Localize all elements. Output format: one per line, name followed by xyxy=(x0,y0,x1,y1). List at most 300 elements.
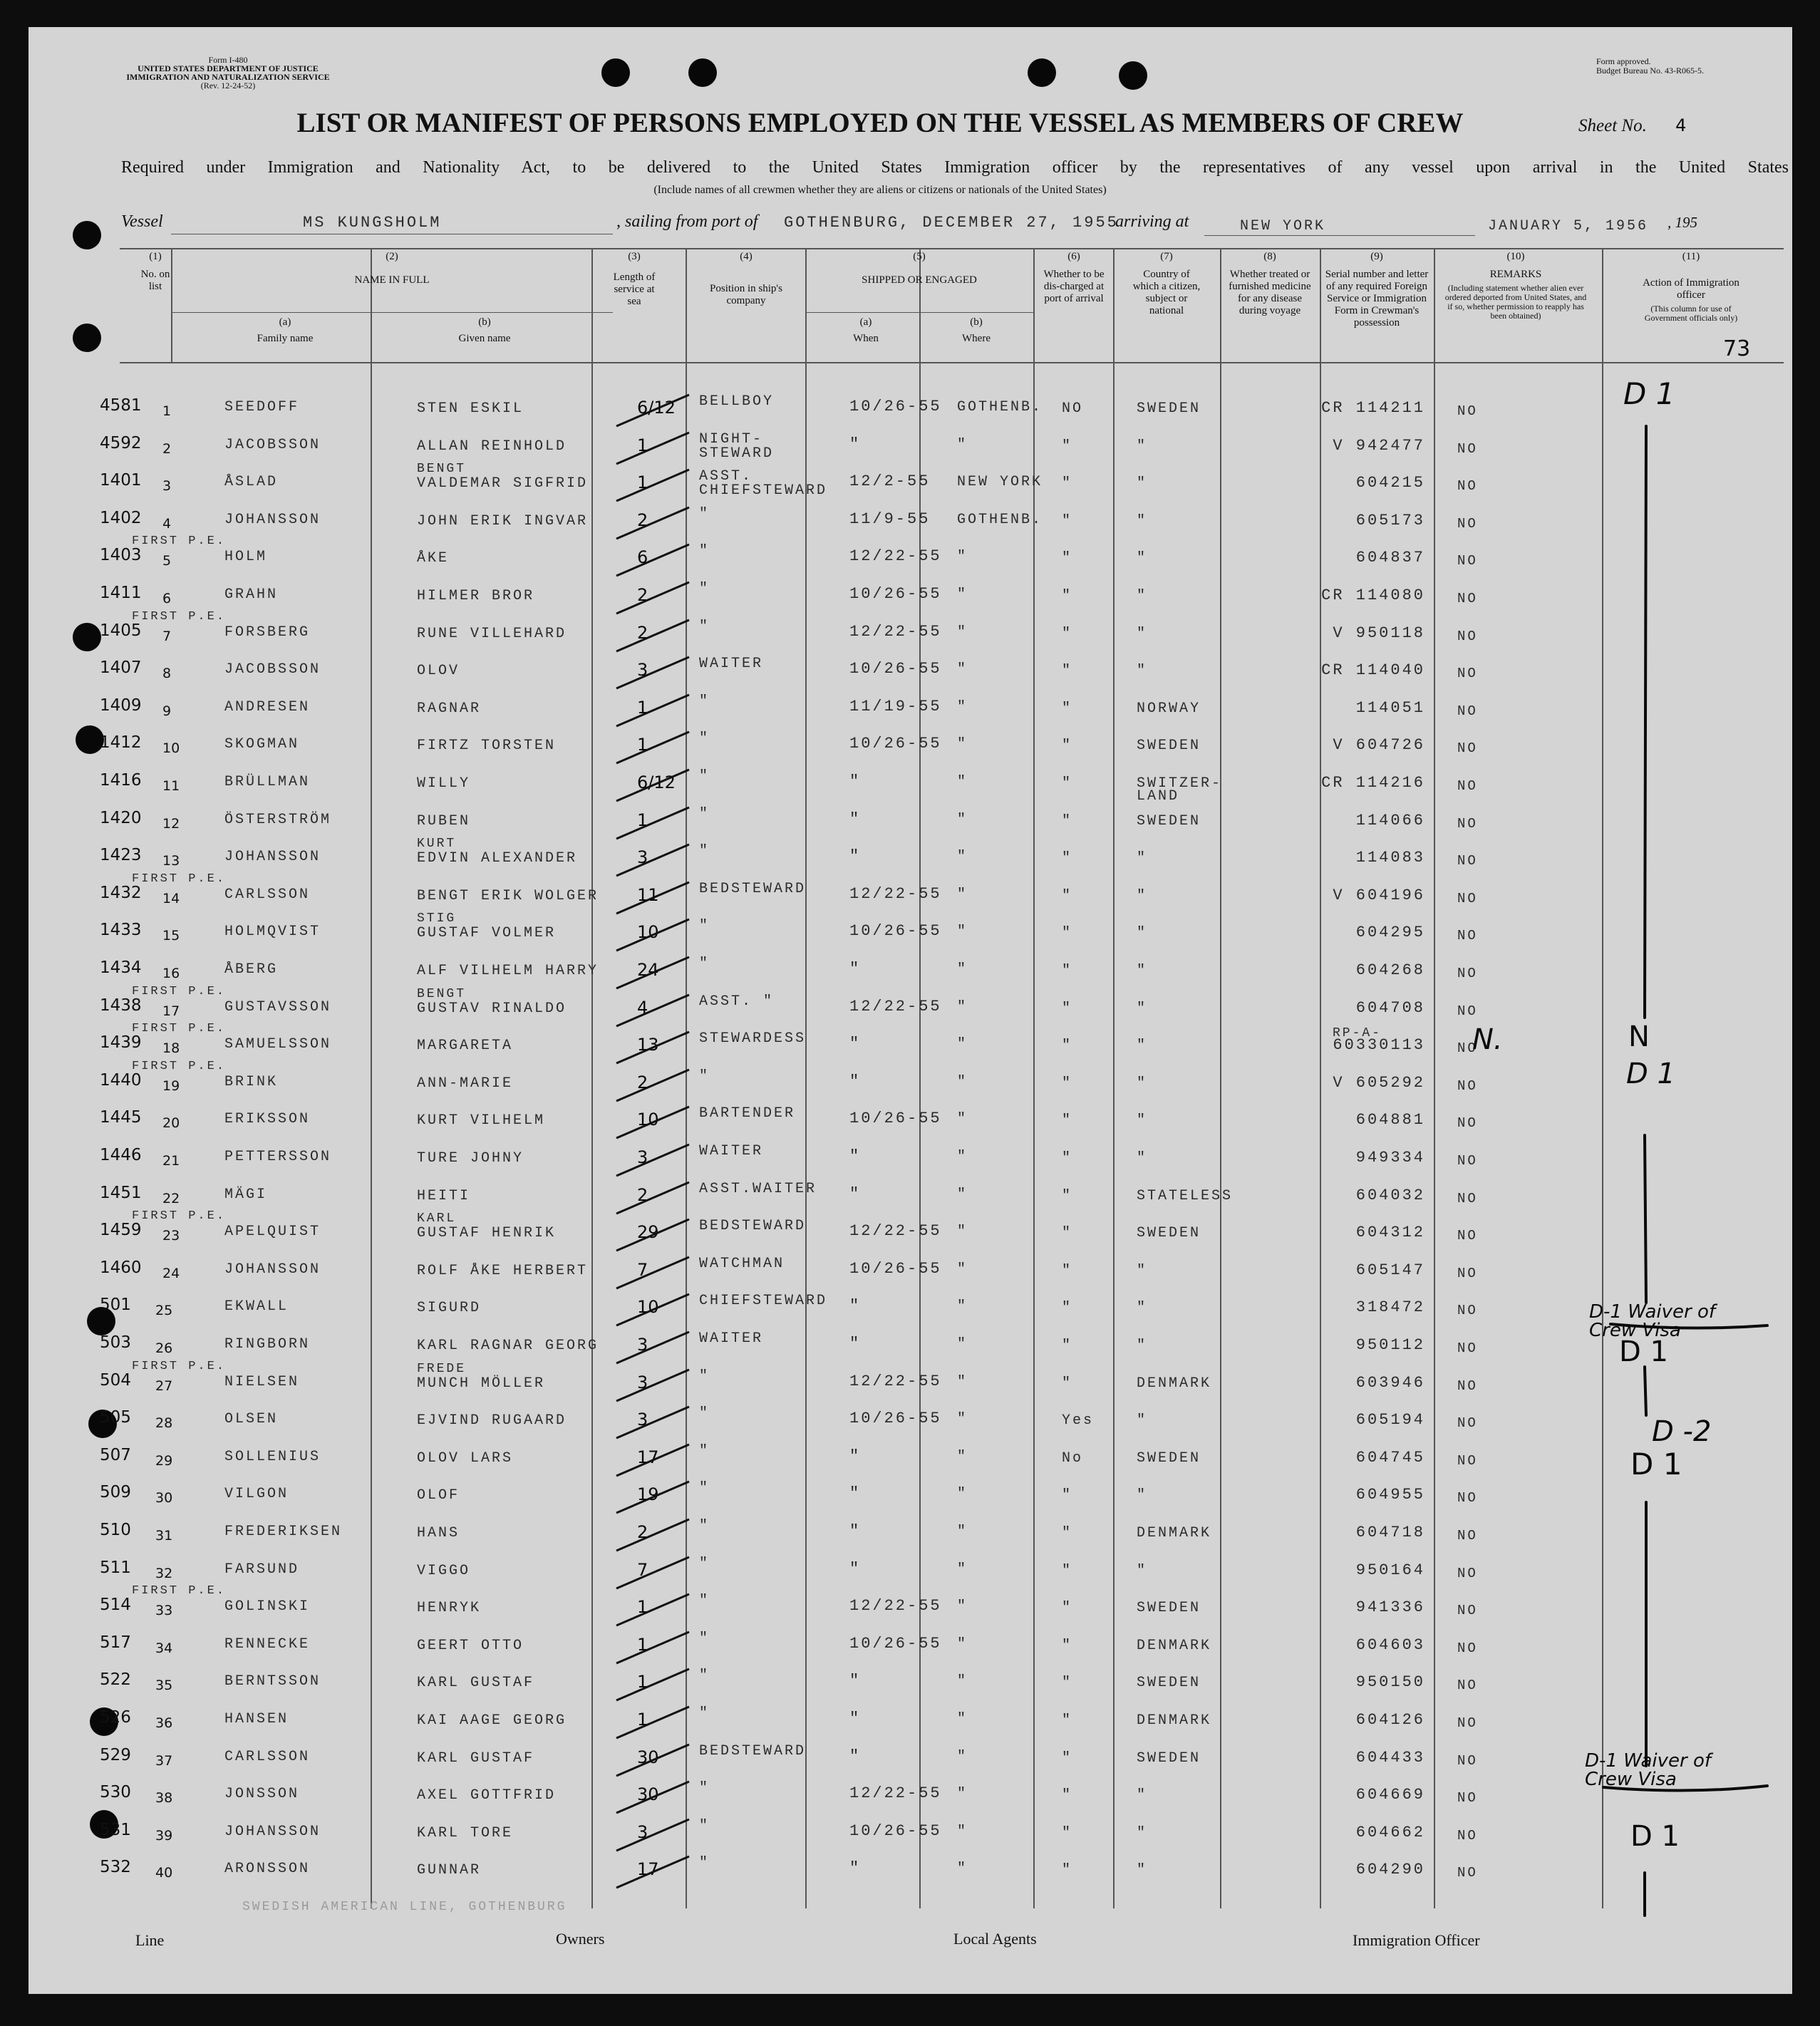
given-name: HANS xyxy=(417,1525,460,1541)
country: DENMARK xyxy=(1137,1525,1212,1541)
discharged: " xyxy=(1062,438,1073,455)
family-name: PETTERSSON xyxy=(224,1149,332,1165)
position: " xyxy=(699,543,710,560)
list-number: 530 xyxy=(100,1783,131,1802)
discharged: " xyxy=(1062,1338,1073,1354)
given-name: RUBEN xyxy=(417,812,471,829)
shipped-when: " xyxy=(849,1522,862,1540)
remark: NO xyxy=(1457,1340,1478,1356)
first-pe-note: FIRST P.E. xyxy=(132,872,227,886)
remark: NO xyxy=(1457,1077,1478,1094)
list-number: 522 xyxy=(100,1670,131,1690)
position: " xyxy=(699,581,710,597)
serial-number: 941336 xyxy=(1355,1598,1425,1617)
shipped-when: 12/22-55 xyxy=(849,997,942,1015)
country: " xyxy=(1137,475,1148,492)
discharged: " xyxy=(1062,850,1073,867)
given-name: VIGGO xyxy=(417,1562,471,1579)
family-name: HANSEN xyxy=(224,1711,289,1727)
discharged: " xyxy=(1062,1787,1073,1804)
given-name: GUSTAF VOLMER xyxy=(417,925,557,942)
list-number: 1460 xyxy=(100,1258,142,1277)
given-name: GUNNAR xyxy=(417,1862,482,1879)
given-name: ANN-MARIE xyxy=(417,1075,514,1092)
line-number: 12 xyxy=(162,815,180,832)
family-name: JOHANSSON xyxy=(224,1823,321,1840)
shipped-where: " xyxy=(957,1673,968,1690)
remark: NO xyxy=(1457,928,1478,944)
line-number: 17 xyxy=(162,1003,180,1019)
shipped-where: " xyxy=(957,549,968,566)
shipped-when: 12/22-55 xyxy=(849,1597,942,1616)
list-number: 1439 xyxy=(100,1033,142,1053)
col-header-position: (4) Position in ship's company xyxy=(710,251,782,306)
include-note: (Include names of all crewmen whether they are aliens or citizens or nationals of the United States) xyxy=(653,184,1107,196)
discharged: " xyxy=(1062,738,1073,755)
discharged: " xyxy=(1062,1637,1073,1654)
first-pe-note: FIRST P.E. xyxy=(132,1584,227,1598)
discharged: " xyxy=(1062,663,1073,680)
position: " xyxy=(699,1630,710,1647)
action-n-label: N xyxy=(1628,1020,1650,1053)
position: " xyxy=(699,918,710,935)
serial-number: 603946 xyxy=(1355,1373,1425,1392)
family-name: GUSTAVSSON xyxy=(224,998,332,1015)
discharged: " xyxy=(1062,1600,1073,1617)
shipped-where: " xyxy=(957,661,968,678)
line-number: 37 xyxy=(155,1752,173,1769)
position: " xyxy=(699,1555,710,1572)
family-name: JACOBSSON xyxy=(224,436,321,453)
service-length: 17 xyxy=(637,1447,659,1467)
discharged: " xyxy=(1062,1712,1073,1729)
first-pe-note: FIRST P.E. xyxy=(132,1209,227,1224)
country: " xyxy=(1137,1300,1148,1317)
discharged: " xyxy=(1062,1862,1073,1879)
given-name: KARL RAGNAR GEORG xyxy=(417,1338,599,1354)
service-length: 2 xyxy=(637,510,648,530)
remark: NO xyxy=(1457,628,1478,644)
given-name: AXEL GOTTFRID xyxy=(417,1787,557,1804)
col-header-action: (11) Action of Immigration officer (This column for use of Government officials only) xyxy=(1643,251,1739,323)
remark: NO xyxy=(1457,1528,1478,1544)
remark: NO xyxy=(1457,966,1478,981)
service-length: 6/12 xyxy=(637,772,676,792)
shipped-when: " xyxy=(849,1297,862,1316)
col-header-discharged: (6) Whether to be dis-charged at port of arrival xyxy=(1043,251,1105,304)
serial-number: 604837 xyxy=(1355,549,1425,567)
list-number: 1459 xyxy=(100,1221,142,1240)
shipped-when: 12/22-55 xyxy=(849,1222,942,1241)
given-name: HILMER BROR xyxy=(417,588,535,604)
shipped-when: 10/26-55 xyxy=(849,735,942,753)
list-number: 1434 xyxy=(100,958,142,977)
service-length: 13 xyxy=(637,1035,659,1055)
list-number: 4592 xyxy=(100,433,142,453)
country: SWEDEN xyxy=(1137,400,1201,417)
remark: NO xyxy=(1457,515,1478,532)
discharged: " xyxy=(1062,1375,1073,1392)
remark: NO xyxy=(1457,1790,1478,1807)
country: " xyxy=(1137,1338,1148,1354)
country: " xyxy=(1137,588,1148,604)
shipped-where: " xyxy=(957,1336,968,1353)
country: STATELESS xyxy=(1137,1187,1234,1204)
country: " xyxy=(1137,1862,1148,1879)
country: SWITZER- xyxy=(1137,775,1223,792)
list-number: 1432 xyxy=(100,883,142,902)
family-name: ÅSLAD xyxy=(224,474,279,491)
service-length: 1 xyxy=(637,1710,648,1730)
country: SWEDEN xyxy=(1137,1600,1201,1617)
given-name-extra: KURT xyxy=(417,837,457,852)
serial-number: V 604726 xyxy=(1333,736,1425,755)
serial-number: 604881 xyxy=(1355,1111,1425,1130)
remark: NO xyxy=(1457,591,1478,606)
shipped-when: " xyxy=(849,435,862,453)
shipped-when: 12/22-55 xyxy=(849,1784,942,1803)
remark: NO xyxy=(1457,1827,1478,1844)
position: " xyxy=(699,1518,710,1534)
position: BELLBOY xyxy=(699,393,775,410)
shipped-where: " xyxy=(957,1635,968,1653)
discharged: " xyxy=(1062,1225,1073,1242)
year-suffix: , 195 xyxy=(1668,214,1697,231)
family-name: RENNECKE xyxy=(224,1635,311,1653)
position: NIGHT- xyxy=(699,430,764,448)
service-length: 2 xyxy=(637,1072,648,1092)
discharged: " xyxy=(1062,1562,1073,1579)
line-number: 22 xyxy=(162,1190,180,1206)
remark: NO xyxy=(1457,890,1478,906)
given-name: HEITI xyxy=(417,1187,471,1204)
remark: NO xyxy=(1457,1003,1478,1019)
service-length: 2 xyxy=(637,622,648,643)
line-number: 23 xyxy=(162,1228,180,1244)
given-name: SIGURD xyxy=(417,1300,482,1317)
shipped-when: " xyxy=(849,772,862,790)
position: BEDSTEWARD xyxy=(699,1218,807,1235)
country: " xyxy=(1137,1075,1148,1092)
shipped-when: " xyxy=(849,1672,862,1690)
shipped-where: " xyxy=(957,1149,968,1165)
position: BARTENDER xyxy=(699,1105,796,1122)
action-d1-label: D 1 xyxy=(1630,1820,1680,1853)
shipped-where: " xyxy=(957,1486,968,1503)
discharged: " xyxy=(1062,1824,1073,1841)
family-name: JONSSON xyxy=(224,1786,300,1803)
discharged: " xyxy=(1062,625,1073,642)
position: " xyxy=(699,843,710,860)
country: DENMARK xyxy=(1137,1375,1212,1392)
service-length: 7 xyxy=(637,1259,648,1280)
family-name: SAMUELSSON xyxy=(224,1036,332,1053)
serial-number: CR 114211 xyxy=(1321,399,1425,417)
serial-number: 604708 xyxy=(1355,998,1425,1017)
serial-number: 318472 xyxy=(1355,1298,1425,1317)
country: " xyxy=(1137,1262,1148,1279)
country: " xyxy=(1137,1150,1148,1167)
col-header-medicine: (8) Whether treated or furnished medicine for any disease during voyage xyxy=(1229,251,1311,316)
col-header-remarks: (10) REMARKS (Including statement whether alien ever ordered deported from United States, and if so, whether permission to reapply has been obtained) xyxy=(1444,251,1587,321)
remark: NO xyxy=(1457,1490,1478,1506)
list-number: 529 xyxy=(100,1745,131,1764)
family-name: BRÜLLMAN xyxy=(224,774,311,790)
footer-immigration-officer: Immigration Officer xyxy=(1353,1931,1480,1949)
shipped-when: " xyxy=(849,1035,862,1053)
country: NORWAY xyxy=(1137,700,1201,717)
line-number: 34 xyxy=(155,1640,173,1656)
service-length: 3 xyxy=(637,1147,648,1167)
discharged: " xyxy=(1062,963,1073,979)
given-name-extra: BENGT xyxy=(417,986,467,1001)
col-header-name: (2) NAME IN FULL xyxy=(354,251,430,286)
remark: NO xyxy=(1457,778,1478,794)
shipped-when: " xyxy=(849,1072,862,1090)
shipped-when: " xyxy=(849,1335,862,1353)
country: DENMARK xyxy=(1137,1712,1212,1729)
first-pe-note: FIRST P.E. xyxy=(132,534,227,549)
country: " xyxy=(1137,1112,1148,1130)
given-name-extra: BENGT xyxy=(417,462,467,477)
family-name: EKWALL xyxy=(224,1298,289,1316)
line-number: 1 xyxy=(162,403,172,419)
family-name: ÖSTERSTRÖM xyxy=(224,811,332,828)
line-number: 39 xyxy=(155,1827,173,1844)
serial-number: 604662 xyxy=(1355,1823,1425,1841)
service-length: 1 xyxy=(637,735,648,755)
shipped-when: 10/26-55 xyxy=(849,1821,942,1840)
shipped-where: " xyxy=(957,811,968,828)
position: " xyxy=(699,1593,710,1610)
remark: NO xyxy=(1457,666,1478,682)
serial-number: 114051 xyxy=(1355,698,1425,717)
action-waiver-note: D-1 Waiver of Crew Visa xyxy=(1589,1301,1716,1341)
list-number: 501 xyxy=(100,1296,131,1315)
serial-number: 604215 xyxy=(1355,474,1425,492)
shipped-where: " xyxy=(957,886,968,903)
service-length: 19 xyxy=(637,1484,659,1505)
remark: NO xyxy=(1457,1303,1478,1319)
remark: NO xyxy=(1457,740,1478,757)
first-pe-note: FIRST P.E. xyxy=(132,609,227,624)
service-length: 3 xyxy=(637,847,648,868)
position-extra: CHIEFSTEWARD xyxy=(699,482,828,500)
serial-number: 950164 xyxy=(1355,1561,1425,1579)
family-name: SEEDOFF xyxy=(224,399,300,415)
given-name: WILLY xyxy=(417,775,471,792)
given-name: ROLF ÅKE HERBERT xyxy=(417,1262,589,1279)
line-number: 8 xyxy=(162,666,172,682)
position: " xyxy=(699,1442,710,1459)
shipped-when: " xyxy=(849,1559,862,1578)
serial-number: 604290 xyxy=(1355,1861,1425,1879)
discharged: " xyxy=(1062,812,1073,829)
line-number: 32 xyxy=(155,1565,173,1581)
sailing-label: , sailing from port of xyxy=(616,212,758,231)
line-number: 20 xyxy=(162,1115,180,1132)
position: BEDSTEWARD xyxy=(699,880,807,897)
family-name: FORSBERG xyxy=(224,624,311,641)
serial-number: 604032 xyxy=(1355,1186,1425,1204)
serial-number: 604955 xyxy=(1355,1486,1425,1504)
serial-number: 604745 xyxy=(1355,1448,1425,1467)
remark-n-note: N. xyxy=(1472,1023,1503,1056)
position: " xyxy=(699,618,710,635)
given-name: MARGARETA xyxy=(417,1038,514,1055)
given-name: TURE JOHNY xyxy=(417,1150,524,1167)
shipped-where: " xyxy=(957,1748,968,1765)
remark: NO xyxy=(1457,1715,1478,1731)
discharged: " xyxy=(1062,475,1073,492)
given-name: ÅKE xyxy=(417,550,450,567)
service-length: 7 xyxy=(637,1559,648,1580)
serial-number: 60330113 xyxy=(1333,1036,1425,1055)
list-number: 1412 xyxy=(100,733,142,753)
country: DENMARK xyxy=(1137,1637,1212,1654)
position: ASST. " xyxy=(699,993,775,1010)
family-name: CARLSSON xyxy=(224,1748,311,1765)
list-number: 505 xyxy=(100,1408,131,1427)
shipped-when: 12/22-55 xyxy=(849,547,942,566)
remark: NO xyxy=(1457,1452,1478,1469)
serial-number: 604295 xyxy=(1355,924,1425,942)
line-number: 13 xyxy=(162,853,180,869)
shipped-when: " xyxy=(849,1184,862,1203)
line-number: 38 xyxy=(155,1790,173,1807)
service-length: 3 xyxy=(637,660,648,681)
given-name: ALLAN REINHOLD xyxy=(417,438,567,455)
position: " xyxy=(699,730,710,748)
shipped-where: " xyxy=(957,1711,968,1727)
discharged: " xyxy=(1062,588,1073,604)
position: " xyxy=(699,1780,710,1797)
action-d1-label: D 1 xyxy=(1623,376,1675,411)
serial-number: V 950118 xyxy=(1333,624,1425,642)
shipped-where: NEW YORK xyxy=(957,474,1043,491)
shipped-where: " xyxy=(957,1373,968,1390)
shipped-where: " xyxy=(957,1448,968,1465)
position: WAITER xyxy=(699,1143,764,1159)
discharged: " xyxy=(1062,1075,1073,1092)
shipped-where: " xyxy=(957,586,968,603)
country: " xyxy=(1137,1824,1148,1841)
serial-number: 604603 xyxy=(1355,1635,1425,1654)
country-extra: LAND xyxy=(1137,788,1180,805)
family-name: HOLM xyxy=(224,549,268,566)
serial-number: 604718 xyxy=(1355,1524,1425,1541)
family-name: BERNTSSON xyxy=(224,1673,321,1690)
family-name: ARONSSON xyxy=(224,1861,311,1878)
remark: NO xyxy=(1457,1678,1478,1694)
list-number: 1440 xyxy=(100,1070,142,1090)
discharged: " xyxy=(1062,925,1073,942)
list-number: 510 xyxy=(100,1521,131,1539)
manifest-sheet xyxy=(29,27,1792,1994)
list-number: 507 xyxy=(100,1445,131,1464)
position: " xyxy=(699,1855,710,1872)
shipped-when: 12/22-55 xyxy=(849,884,942,903)
country: SWEDEN xyxy=(1137,1225,1201,1242)
line-number: 10 xyxy=(162,740,180,757)
line-number: 26 xyxy=(155,1340,173,1356)
given-name-extra: FREDE xyxy=(417,1361,467,1376)
service-length: 2 xyxy=(637,1522,648,1542)
shipped-where: " xyxy=(957,961,968,978)
line-number: 31 xyxy=(155,1528,173,1544)
shipped-when: 10/26-55 xyxy=(849,1259,942,1278)
serial-number: 605173 xyxy=(1355,511,1425,529)
position: " xyxy=(699,768,710,785)
country: SWEDEN xyxy=(1137,1449,1201,1467)
discharged: " xyxy=(1062,1487,1073,1504)
family-name: HOLMQVIST xyxy=(224,924,321,941)
given-name: KARL GUSTAF xyxy=(417,1750,535,1767)
family-name: MÄGI xyxy=(224,1186,268,1203)
line-number: 14 xyxy=(162,890,180,906)
list-number: 514 xyxy=(100,1596,131,1615)
given-name: EDVIN ALEXANDER xyxy=(417,850,578,867)
shipped-when: 11/9-55 xyxy=(849,510,931,528)
country: SWEDEN xyxy=(1137,812,1201,829)
list-number: 504 xyxy=(100,1370,131,1390)
list-number: 1409 xyxy=(100,696,142,715)
shipped-where: " xyxy=(957,1111,968,1128)
family-name: SOLLENIUS xyxy=(224,1448,321,1465)
list-number: 4581 xyxy=(100,396,142,415)
action-d2-label: D -2 xyxy=(1652,1415,1712,1448)
remark: NO xyxy=(1457,703,1478,719)
shipped-when: " xyxy=(849,1447,862,1465)
col-header-shipped-where: (b) Where xyxy=(962,316,991,344)
position: " xyxy=(699,805,710,822)
serial-number: CR 114080 xyxy=(1321,586,1425,604)
service-length: 3 xyxy=(637,1372,648,1392)
action-d1-label: D 1 xyxy=(1630,1447,1682,1482)
shipped-where: " xyxy=(957,1036,968,1053)
position: CHIEFSTEWARD xyxy=(699,1293,828,1310)
shipped-where: " xyxy=(957,998,968,1015)
arriving-label: arriving at xyxy=(1115,212,1189,231)
service-length: 6/12 xyxy=(637,398,676,418)
country: " xyxy=(1137,438,1148,455)
service-length: 3 xyxy=(637,1410,648,1430)
first-pe-note: FIRST P.E. xyxy=(132,1359,227,1373)
serial-number: 114083 xyxy=(1355,849,1425,867)
line-number: 25 xyxy=(155,1303,173,1319)
family-name: ANDRESEN xyxy=(224,698,311,715)
position: " xyxy=(699,1480,710,1497)
country: " xyxy=(1137,1787,1148,1804)
position: ASST.WAITER xyxy=(699,1180,817,1197)
given-name: RAGNAR xyxy=(417,700,482,717)
sheet-number: Sheet No. 4 xyxy=(1578,115,1687,135)
list-number: 503 xyxy=(100,1333,131,1352)
remark: NO xyxy=(1457,1603,1478,1619)
family-name: GRAHN xyxy=(224,586,279,603)
shipped-when: " xyxy=(849,847,862,866)
shipped-where: " xyxy=(957,1524,968,1540)
shipped-when: 10/26-55 xyxy=(849,1410,942,1428)
required-statement: Required under Immigration and Nationality Act, to be delivered to the United States Immigration officer by the representatives of any vessel upon arrival in the United States xyxy=(121,158,1789,177)
col-header-country: (7) Country of which a citizen, subject or national xyxy=(1132,251,1201,316)
service-length: 1 xyxy=(637,472,648,493)
position: " xyxy=(699,1368,710,1385)
vessel-value: MS KUNGSHOLM xyxy=(303,214,442,232)
family-name: FREDERIKSEN xyxy=(224,1524,343,1540)
remark: NO xyxy=(1457,403,1478,419)
discharged: NO xyxy=(1062,400,1084,417)
